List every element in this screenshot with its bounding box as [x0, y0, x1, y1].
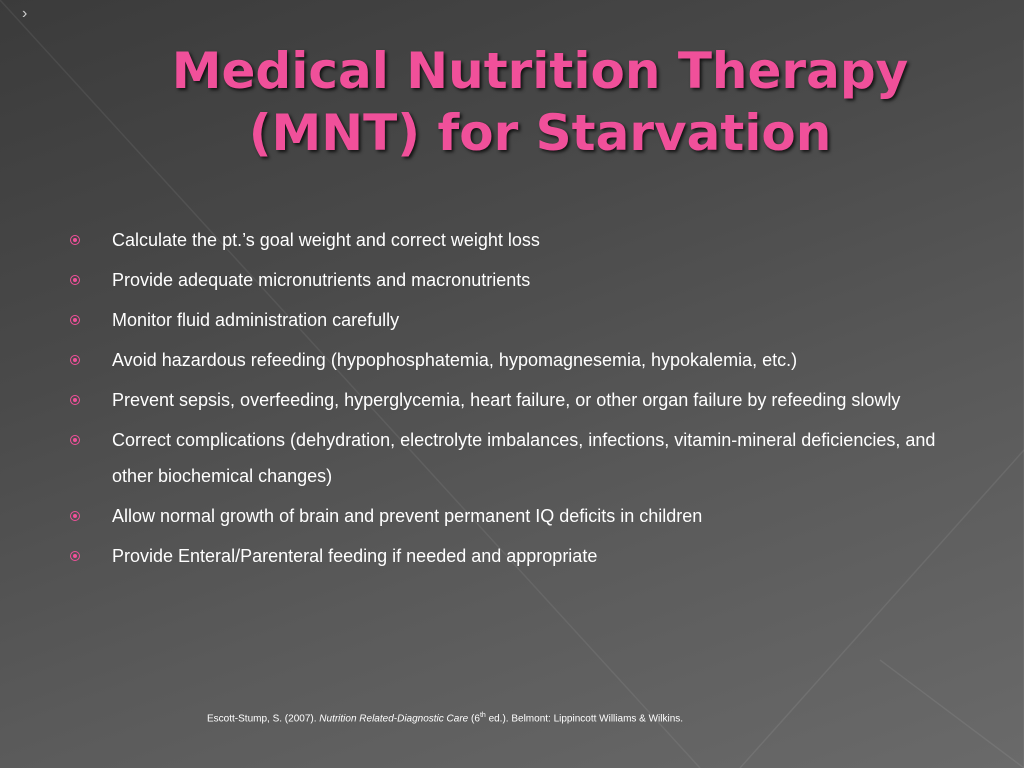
slide-title-line-2: (MNT) for Starvation	[248, 104, 832, 162]
bullet-icon	[70, 315, 80, 325]
bullet-item	[68, 302, 968, 338]
bullet-text: Avoid hazardous refeeding (hypophosphatemia, hypomagnesemia, hypokalemia, etc.)	[112, 350, 798, 370]
bullet-text: Correct complications (dehydration, electrolyte imbalances, infections, vitamin-mineral deficiencies, and other biochemical changes)	[112, 430, 936, 486]
bullet-item	[68, 222, 968, 258]
bullet-item	[68, 498, 968, 534]
slide-title	[0, 40, 1024, 164]
bullet-icon	[70, 235, 80, 245]
citation-book-title: Nutrition Related-Diagnostic Care	[319, 713, 469, 725]
bullet-icon	[70, 435, 80, 445]
bullet-icon	[70, 551, 80, 561]
bullet-text: Monitor fluid administration carefully	[112, 310, 400, 330]
bullet-icon	[70, 275, 80, 285]
slide-title-line-1: Medical Nutrition Therapy	[171, 42, 909, 100]
citation-author: Escott-Stump, S. (2007).	[207, 713, 317, 725]
citation-edition-sup: th	[479, 712, 486, 719]
citation	[207, 712, 683, 724]
bullet-item	[68, 538, 968, 574]
bullet-list	[68, 222, 968, 578]
bullet-text: Calculate the pt.’s goal weight and correct weight loss	[112, 230, 540, 250]
bullet-text: Provide adequate micronutrients and macronutrients	[112, 270, 531, 290]
bullet-icon	[70, 511, 80, 521]
bullet-text: Prevent sepsis, overfeeding, hyperglycemia, heart failure, or other organ failure by refeeding slowly	[112, 390, 901, 410]
bullet-item	[68, 342, 968, 378]
bullet-icon	[70, 355, 80, 365]
bullet-text: Allow normal growth of brain and prevent permanent IQ deficits in children	[112, 506, 703, 526]
bullet-item	[68, 382, 968, 418]
bullet-item	[68, 422, 968, 494]
citation-publisher: ed.). Belmont: Lippincott Williams & Wilkins.	[488, 713, 684, 725]
bullet-icon	[70, 395, 80, 405]
chevron-right-icon: ›	[22, 5, 28, 22]
bullet-item	[68, 262, 968, 298]
citation-edition-open: (6	[471, 713, 480, 725]
bullet-text: Provide Enteral/Parenteral feeding if needed and appropriate	[112, 546, 598, 566]
